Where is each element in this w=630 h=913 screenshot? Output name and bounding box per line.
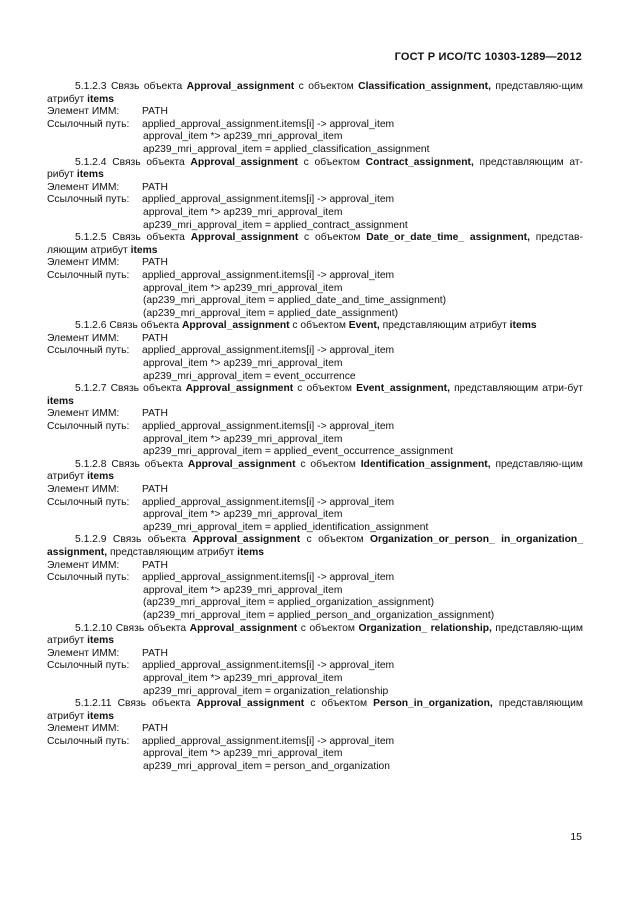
attribute-name: items: [237, 546, 264, 558]
source-entity: Approval_assignment: [190, 232, 299, 244]
attribute-name: items: [509, 320, 537, 332]
path-line: ap239_mri_approval_item = applied_identification_assignment: [143, 521, 429, 533]
heading-text: с объектом: [303, 156, 360, 168]
path-line: approval_item *> ap239_mri_approval_item: [143, 748, 343, 760]
path-row: [47, 660, 583, 673]
element-row: [47, 484, 583, 497]
attribute-name: items: [87, 471, 115, 483]
heading-text: с объектом: [306, 534, 364, 546]
element-label: Элемент ИММ:: [47, 181, 120, 193]
mapping-section: [47, 459, 583, 535]
element-value: PATH: [142, 257, 168, 269]
element-value: PATH: [142, 723, 168, 735]
document-header: ГОСТ Р ИСО/ТС 10303-1289—2012: [394, 51, 582, 63]
section-heading: [47, 459, 583, 484]
target-entity: Date_or_date_time_ assignment,: [366, 232, 530, 244]
path-line: ap239_mri_approval_item = event_occurrence: [143, 370, 356, 382]
attribute-name: items: [87, 635, 115, 647]
section-heading: [47, 81, 583, 106]
element-label: Элемент ИММ:: [47, 106, 120, 118]
attribute-name: items: [76, 169, 104, 181]
element-label: Элемент ИММ:: [47, 257, 120, 269]
path-line: approval_item *> ap239_mri_approval_item: [143, 584, 343, 596]
path-line: applied_approval_assignment.items[i] -> approval_item: [142, 735, 395, 747]
source-entity: Approval_assignment: [186, 81, 295, 92]
document-body: [47, 81, 583, 774]
mapping-section: [47, 534, 583, 622]
element-value: PATH: [142, 647, 168, 659]
source-entity: Approval_assignment: [181, 320, 290, 332]
source-entity: Approval_assignment: [192, 534, 301, 546]
heading-text: представ-ляющим атрибут: [47, 232, 583, 256]
path-label: Ссылочный путь:: [47, 660, 130, 672]
section-heading: [47, 232, 583, 257]
heading-text: представляющим ат-рибут: [47, 156, 583, 181]
element-value: PATH: [142, 181, 168, 193]
mapping-section: [47, 232, 583, 320]
element-label: Элемент ИММ:: [47, 332, 120, 344]
element-row: [47, 648, 583, 661]
path-label: Ссылочный путь:: [47, 194, 130, 206]
mapping-section: [47, 698, 583, 774]
path-line: applied_approval_assignment.items[i] -> approval_item: [142, 194, 395, 206]
heading-text: Связь объекта: [109, 320, 180, 332]
path-line: approval_item *> ap239_mri_approval_item: [143, 358, 343, 370]
target-entity: Event,: [348, 320, 380, 332]
heading-text: с объектом: [300, 458, 356, 470]
path-row: [47, 345, 583, 358]
path-row: [47, 421, 583, 434]
element-label: Элемент ИММ:: [47, 559, 120, 571]
element-label: Элемент ИММ:: [47, 723, 120, 735]
mapping-section: [47, 81, 583, 157]
path-line: ap239_mri_approval_item = person_and_organization: [143, 761, 391, 773]
path-line: approval_item *> ap239_mri_approval_item: [143, 131, 343, 143]
section-number: 5.1.2.7: [75, 383, 107, 395]
element-row: [47, 257, 583, 270]
section-number: 5.1.2.8: [75, 458, 107, 470]
element-row: [47, 333, 583, 346]
heading-text: с объектом: [297, 383, 353, 395]
path-line: applied_approval_assignment.items[i] -> approval_item: [142, 118, 395, 130]
path-line: (ap239_mri_approval_item = applied_date_assignment): [143, 307, 399, 319]
path-label: Ссылочный путь:: [47, 269, 130, 281]
heading-text: с объектом: [292, 320, 346, 332]
path-label: Ссылочный путь:: [47, 735, 130, 747]
heading-text: представляю-щим атрибут: [47, 458, 583, 483]
section-number: 5.1.2.5: [75, 232, 107, 244]
path-line: approval_item *> ap239_mri_approval_item: [143, 509, 343, 521]
attribute-name: items: [87, 93, 115, 105]
target-entity: Event_assignment,: [356, 383, 450, 395]
section-heading: [47, 157, 583, 182]
source-entity: Approval_assignment: [189, 622, 298, 634]
attribute-name: items: [87, 710, 115, 722]
section-number: 5.1.2.9: [75, 534, 107, 546]
path-line: applied_approval_assignment.items[i] -> approval_item: [142, 421, 395, 433]
page-number: 15: [570, 831, 582, 843]
heading-text: представляю-щим атрибут: [47, 81, 583, 105]
heading-text: Связь объекта: [112, 534, 187, 546]
element-label: Элемент ИММ:: [47, 647, 120, 659]
attribute-name: items: [130, 244, 158, 256]
path-line: (ap239_mri_approval_item = applied_person_and_organization_assignment): [143, 609, 495, 621]
source-entity: Approval_assignment: [185, 383, 294, 395]
target-entity: Classification_assignment,: [358, 81, 491, 92]
heading-text: с объектом: [300, 622, 355, 634]
element-value: PATH: [142, 332, 168, 344]
path-line: applied_approval_assignment.items[i] -> approval_item: [142, 496, 395, 508]
path-line: applied_approval_assignment.items[i] -> approval_item: [142, 572, 395, 584]
element-value: PATH: [142, 484, 168, 495]
target-entity: Person_in_organization,: [373, 698, 493, 710]
target-entity: Contract_assignment,: [365, 156, 474, 168]
element-row: [47, 723, 583, 736]
section-heading: [47, 623, 583, 648]
heading-text: Связь объекта: [110, 383, 182, 395]
path-row: [47, 119, 583, 132]
path-line: approval_item *> ap239_mri_approval_item: [143, 672, 343, 684]
path-line: approval_item *> ap239_mri_approval_item: [143, 206, 343, 218]
section-number: 5.1.2.3: [75, 81, 107, 92]
mapping-section: [47, 383, 583, 459]
section-heading: [47, 383, 583, 408]
path-line: applied_approval_assignment.items[i] -> approval_item: [142, 345, 395, 357]
heading-text: Связь объекта: [112, 232, 185, 244]
section-heading: [47, 320, 583, 333]
heading-text: представляющим атри-бут: [454, 383, 583, 395]
heading-text: с объектом: [310, 698, 368, 710]
element-value: PATH: [142, 106, 168, 118]
mapping-section: [47, 157, 583, 233]
path-line: applied_approval_assignment.items[i] -> approval_item: [142, 269, 395, 281]
attribute-name: items: [47, 395, 74, 407]
path-label: Ссылочный путь:: [47, 572, 130, 584]
path-label: Ссылочный путь:: [47, 345, 130, 357]
source-entity: Approval_assignment: [187, 458, 296, 470]
path-line: ap239_mri_approval_item = organization_relationship: [143, 685, 389, 697]
path-label: Ссылочный путь:: [47, 118, 130, 130]
heading-text: Связь объекта: [111, 458, 184, 470]
target-entity: Identification_assignment,: [360, 458, 491, 470]
heading-text: представляющим атрибут: [47, 698, 583, 722]
heading-text: Связь объекта: [115, 622, 187, 634]
element-row: [47, 560, 583, 573]
path-label: Ссылочный путь:: [47, 421, 130, 433]
section-number: 5.1.2.6: [75, 320, 107, 332]
heading-text: с объектом: [298, 81, 354, 92]
path-line: approval_item *> ap239_mri_approval_item: [143, 433, 343, 445]
heading-text: представляющим атрибут: [382, 320, 507, 332]
path-label: Ссылочный путь:: [47, 496, 130, 508]
heading-text: Связь объекта: [112, 156, 185, 168]
path-line: (ap239_mri_approval_item = applied_organization_assignment): [143, 597, 435, 609]
heading-text: представляю-щим атрибут: [47, 622, 583, 647]
path-row: [47, 497, 583, 510]
element-value: PATH: [142, 408, 168, 420]
element-label: Элемент ИММ:: [47, 408, 120, 420]
path-line: approval_item *> ap239_mri_approval_item: [143, 282, 343, 294]
element-value: PATH: [142, 559, 168, 571]
heading-text: представляющим атрибут: [109, 546, 235, 558]
path-row: [47, 270, 583, 283]
section-number: 5.1.2.11: [75, 698, 112, 710]
path-line: (ap239_mri_approval_item = applied_date_and_time_assignment): [143, 295, 447, 307]
path-line: ap239_mri_approval_item = applied_classification_assignment: [143, 143, 430, 155]
path-row: [47, 194, 583, 207]
target-entity: Organization_ relationship,: [358, 622, 492, 634]
section-number: 5.1.2.10: [75, 622, 113, 634]
path-line: ap239_mri_approval_item = applied_contract_assignment: [143, 219, 408, 231]
path-line: ap239_mri_approval_item = applied_event_occurrence_assignment: [143, 446, 453, 458]
heading-text: Связь объекта: [117, 698, 191, 710]
heading-text: Связь объекта: [110, 81, 183, 92]
element-row: [47, 408, 583, 421]
section-heading: [47, 698, 583, 723]
heading-text: с объектом: [304, 232, 361, 244]
target-entity: Organization_or_person_ in_organization_ assignment,: [47, 534, 583, 558]
path-row: [47, 736, 583, 749]
element-row: [47, 182, 583, 195]
mapping-section: [47, 623, 583, 699]
section-number: 5.1.2.4: [75, 156, 107, 168]
path-row: [47, 572, 583, 585]
element-row: [47, 106, 583, 119]
mapping-section: [47, 320, 583, 383]
source-entity: Approval_assignment: [190, 156, 298, 168]
element-label: Элемент ИММ:: [47, 484, 120, 495]
section-heading: [47, 534, 583, 559]
source-entity: Approval_assignment: [196, 698, 305, 710]
path-line: applied_approval_assignment.items[i] -> approval_item: [142, 660, 395, 672]
